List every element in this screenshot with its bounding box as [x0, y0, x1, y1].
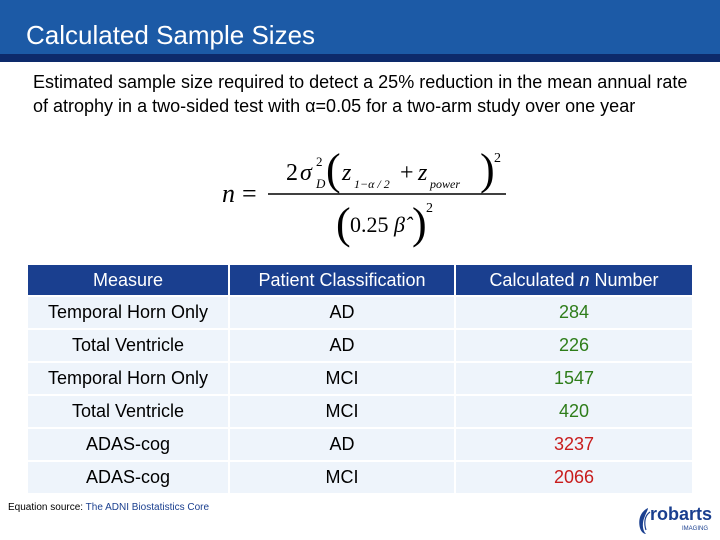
title-rule: [0, 54, 720, 62]
cell-measure: Total Ventricle: [28, 394, 228, 427]
robarts-logo: [636, 504, 716, 538]
cell-classification: AD: [228, 295, 454, 328]
equation-den-paren-left: (: [336, 199, 351, 248]
table-row: [28, 295, 692, 328]
equation-beta-hat: β̂: [394, 212, 405, 237]
cell-measure: ADAS-cog: [28, 427, 228, 460]
table-row: [28, 328, 692, 361]
table-header-row: [28, 265, 692, 295]
cell-classification: MCI: [228, 394, 454, 427]
source-label: Equation source:: [8, 502, 86, 513]
table-row: [28, 427, 692, 460]
equation-denominator: 0.25: [350, 212, 389, 237]
equation-den-paren-right: ): [412, 199, 427, 248]
source-text: The ADNI Biostatistics Core: [85, 502, 210, 513]
equation-lhs: n: [222, 179, 235, 208]
intro-text: Estimated sample size required to detect a 25% reduction in the mean annual rate of atrophy in a two-sided test with α=0.05 for a two-arm study over one year: [33, 72, 688, 116]
header-measure: Measure: [28, 265, 228, 295]
table-row: [28, 394, 692, 427]
equation-sigma-sup: 2: [316, 154, 323, 169]
table-row: [28, 361, 692, 394]
equation-two: 2: [286, 160, 298, 186]
cell-measure: ADAS-cog: [28, 460, 228, 493]
sample-size-table: [28, 265, 692, 493]
equation-source: [8, 502, 209, 513]
equation-z1-sub: 1−α / 2: [354, 177, 390, 191]
cell-measure: Temporal Horn Only: [28, 295, 228, 328]
header-number-prefix: Calculated: [489, 269, 580, 290]
logo-word: robarts: [650, 504, 713, 524]
cell-classification: AD: [228, 427, 454, 460]
header-classification: Patient Classification: [228, 265, 454, 295]
cell-classification: MCI: [228, 460, 454, 493]
cell-classification: AD: [228, 328, 454, 361]
header-number-italic: n: [579, 269, 590, 290]
equation-sigma: σ: [300, 160, 312, 186]
header-number-suffix: Number: [589, 269, 659, 290]
equation-z1: z: [342, 160, 352, 186]
cell-number: 420: [454, 394, 692, 427]
equation-plus: +: [400, 160, 414, 186]
sample-size-equation: [218, 140, 518, 250]
equation-paren-right: ): [480, 145, 495, 194]
table-row: [28, 460, 692, 493]
equation-sigma-sub: D: [316, 176, 326, 191]
cell-number: 284: [454, 295, 692, 328]
equation-z2: z: [418, 160, 428, 186]
cell-number: 1547: [454, 361, 692, 394]
header-number: [454, 265, 692, 295]
cell-number: 226: [454, 328, 692, 361]
equation-num-exp: 2: [494, 151, 501, 166]
logo-sub: IMAGING: [682, 526, 709, 532]
cell-measure: Temporal Horn Only: [28, 361, 228, 394]
equation-z2-sub: power: [430, 177, 460, 191]
equation-den-exp: 2: [426, 201, 433, 216]
cell-number: 3237: [454, 427, 692, 460]
cell-classification: MCI: [228, 361, 454, 394]
cell-measure: Total Ventricle: [28, 328, 228, 361]
slide-title: Calculated Sample Sizes: [26, 20, 316, 50]
cell-number: 2066: [454, 460, 692, 493]
equation-equals: =: [242, 179, 257, 208]
equation-paren-left: (: [326, 145, 341, 194]
